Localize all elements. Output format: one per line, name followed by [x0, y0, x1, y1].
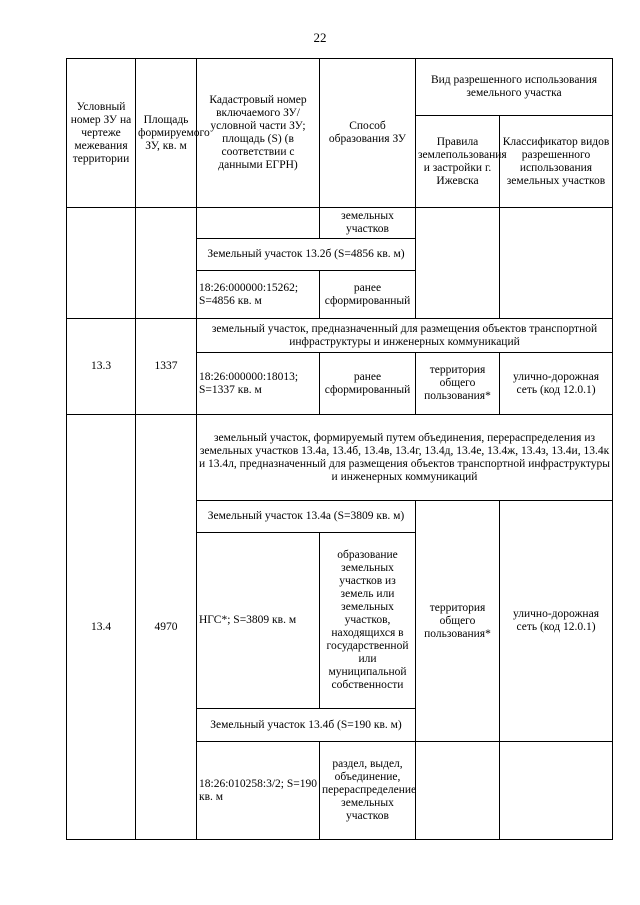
- header-number: Условный номер ЗУ на чертеже межевания территории: [67, 59, 136, 208]
- header-row: [67, 59, 613, 116]
- row134-area: 4970: [136, 415, 197, 840]
- row133-classifier: улично-дорожная сеть (код 12.0.1): [500, 353, 613, 415]
- cont-cadastral-cell: [197, 208, 320, 239]
- row-13-3: [67, 319, 613, 353]
- row134-classifier: улично-дорожная сеть (код 12.0.1): [500, 501, 613, 742]
- row133-number: 13.3: [67, 319, 136, 415]
- header-method: Способ образования ЗУ: [320, 59, 416, 208]
- cont-method: ранее сформированный: [320, 271, 416, 319]
- row-13-4: [67, 415, 613, 501]
- row134-subplot-a-cadastral: НГС*; S=3809 кв. м: [197, 533, 320, 709]
- land-plots-table: [66, 58, 613, 840]
- cont-area-cell: [136, 208, 197, 319]
- row133-rules: территория общего пользования*: [416, 353, 500, 415]
- cont-number-cell: [67, 208, 136, 319]
- cont-rules-cell: [416, 208, 500, 319]
- row134-empty-rules: [416, 742, 500, 840]
- row134-description: земельный участок, формируемый путем объединения, перераспределения из земельных участков 13.4а, 13.4б, 13.4в, 13.4г, 13.4д, 13.4е, 13.4ж, 13.4з, 13.4и, 13.4к и 13.4л, предназначенный для размещения объектов транспортной инфраструктуры и инженерных коммуникаций: [197, 415, 613, 501]
- continuation-row: [67, 208, 613, 239]
- row134-subplot-b-title: Земельный участок 13.4б (S=190 кв. м): [197, 709, 416, 742]
- header-permitted-use: Вид разрешенного использования земельного участка: [416, 59, 613, 116]
- header-classifier: Классификатор видов разрешенного использования земельных участков: [500, 116, 613, 208]
- row133-description: земельный участок, предназначенный для размещения объектов транспортной инфраструктуры и инженерных коммуникаций: [197, 319, 613, 353]
- header-area: Площадь формируемого ЗУ, кв. м: [136, 59, 197, 208]
- row134-number: 13.4: [67, 415, 136, 840]
- row134-subplot-a-method: образование земельных участков из земель или земельных участков, находящихся в государственной или муниципальной собственности: [320, 533, 416, 709]
- cont-classifier-cell: [500, 208, 613, 319]
- row134-subplot-b-cadastral: 18:26:010258:3/2; S=190 кв. м: [197, 742, 320, 840]
- header-cadastral: Кадастровый номер включаемого ЗУ/ условной части ЗУ; площадь (S) (в соответствии с данными ЕГРН): [197, 59, 320, 208]
- row134-subplot-b-method: раздел, выдел, объединение, перераспределение земельных участков: [320, 742, 416, 840]
- row133-method: ранее сформированный: [320, 353, 416, 415]
- page-number: 22: [313, 30, 327, 45]
- row133-cadastral: 18:26:000000:18013; S=1337 кв. м: [197, 353, 320, 415]
- header-rules: Правила землепользования и застройки г. Ижевска: [416, 116, 500, 208]
- row134-rules: территория общего пользования*: [416, 501, 500, 742]
- cont-cadastral: 18:26:000000:15262; S=4856 кв. м: [197, 271, 320, 319]
- row133-area: 1337: [136, 319, 197, 415]
- cont-method-tail: земельных участков: [320, 208, 416, 239]
- row134-subplot-a-title: Земельный участок 13.4а (S=3809 кв. м): [197, 501, 416, 533]
- cont-subplot-title: Земельный участок 13.2б (S=4856 кв. м): [197, 239, 416, 271]
- row134-empty-classifier: [500, 742, 613, 840]
